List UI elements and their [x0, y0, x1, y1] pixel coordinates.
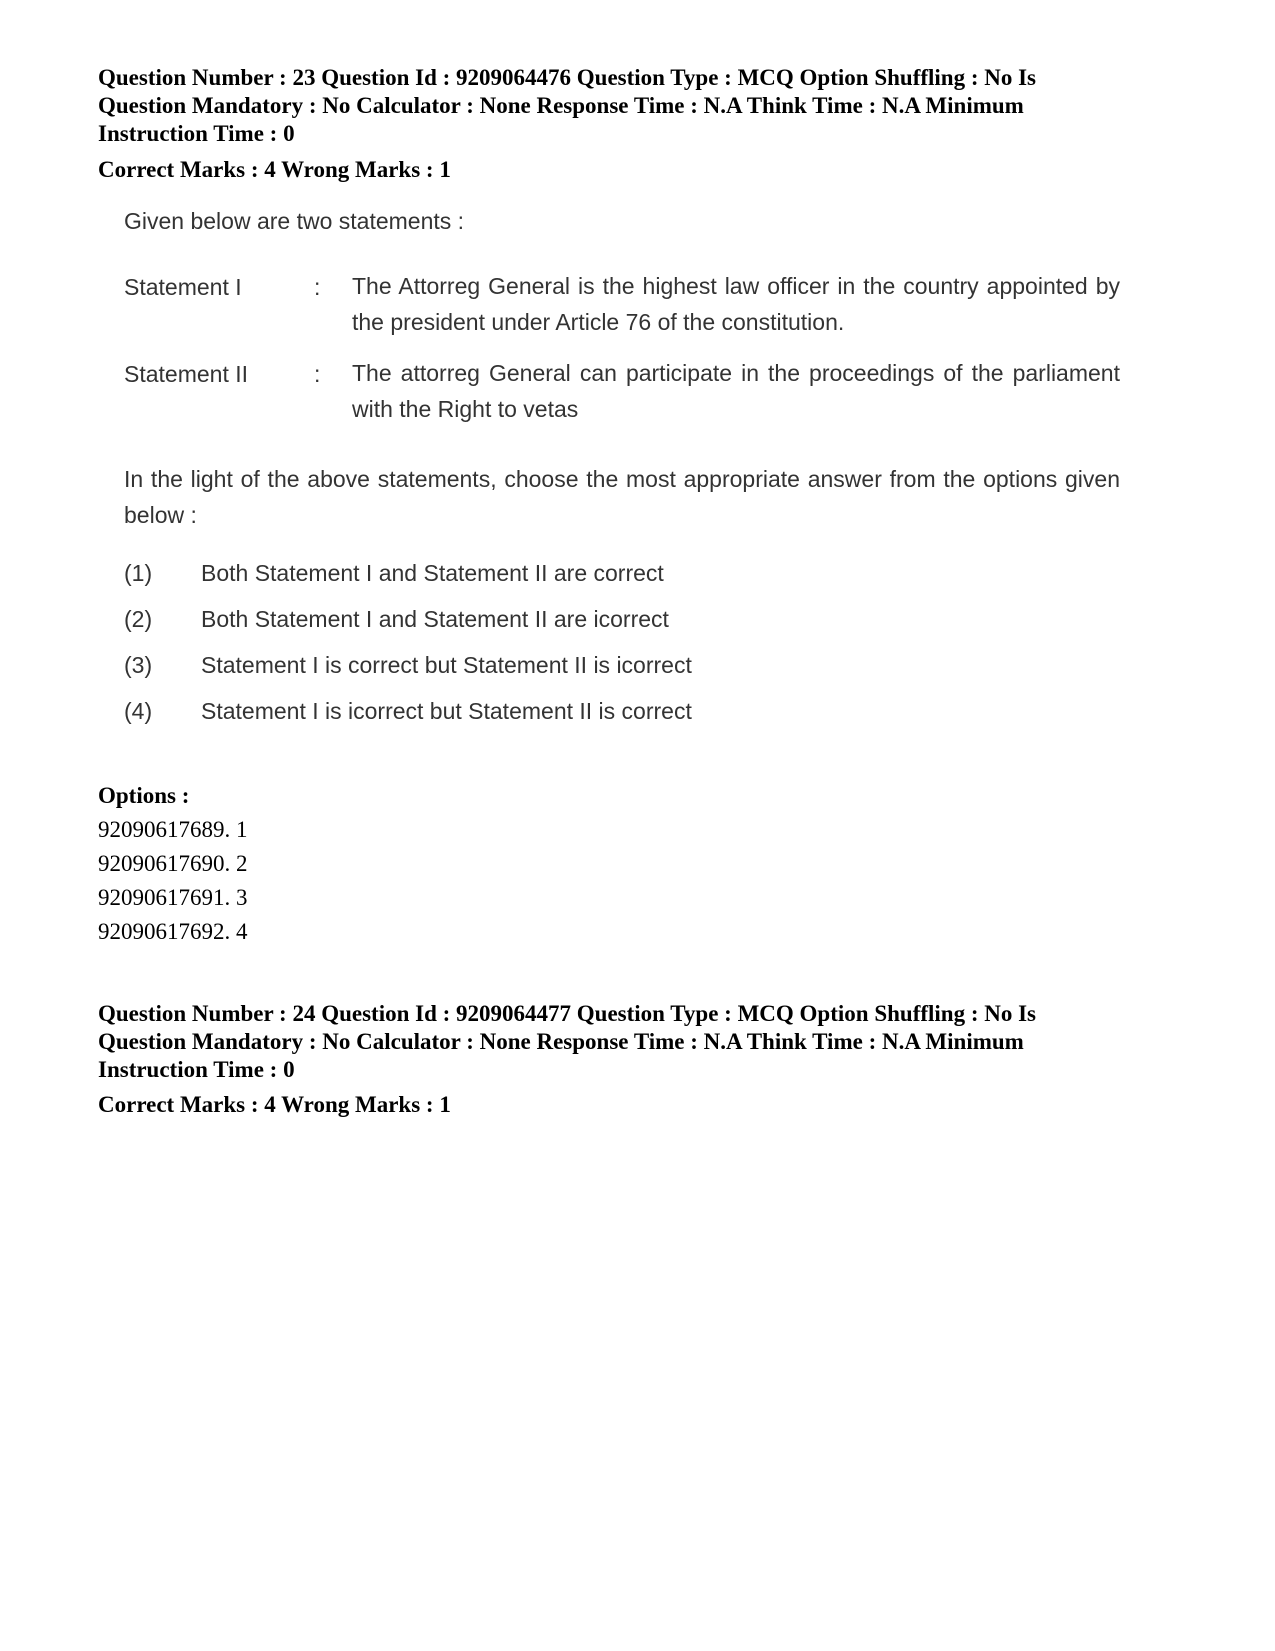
option-id-2: 92090617690. 2	[98, 851, 248, 876]
question-24-meta-line-3: Instruction Time : 0	[98, 1057, 295, 1082]
statement-2-colon: :	[314, 361, 321, 387]
choice-1-text: Both Statement I and Statement II are correct	[201, 560, 664, 586]
question-23-meta-line-2: Question Mandatory : No Calculator : None Response Time : N.A Think Time : N.A Minimum	[98, 93, 1024, 118]
option-id-3: 92090617691. 3	[98, 885, 248, 910]
choice-2-text: Both Statement I and Statement II are icorrect	[201, 606, 669, 632]
question-23-meta-line-1: Question Number : 23 Question Id : 9209064476 Question Type : MCQ Option Shuffling : No Is	[98, 65, 1037, 90]
statement-2-label: Statement II	[124, 361, 249, 387]
statement-1-colon: :	[314, 274, 321, 300]
question-24-marks: Correct Marks : 4 Wrong Marks : 1	[98, 1092, 451, 1117]
question-23-meta	[98, 64, 1148, 148]
question-24-meta-line-1: Question Number : 24 Question Id : 9209064477 Question Type : MCQ Option Shuffling : No Is	[98, 1001, 1037, 1026]
question-instruction: In the light of the above statements, choose the most appropriate answer from the options given below :	[124, 466, 1120, 528]
choice-4-text: Statement I is icorrect but Statement II is correct	[201, 698, 692, 724]
question-24-meta	[98, 1000, 1148, 1084]
choice-4-number: (4)	[124, 698, 153, 724]
choice-3-text: Statement I is correct but Statement II is icorrect	[201, 652, 692, 678]
statement-2-text: The attorreg General can participate in the proceedings of the parliament with the Right to vetas	[352, 360, 1120, 422]
question-23-meta-line-3: Instruction Time : 0	[98, 121, 295, 146]
question-intro: Given below are two statements :	[124, 208, 465, 234]
choice-2-number: (2)	[124, 606, 153, 632]
choice-3-number: (3)	[124, 652, 153, 678]
option-id-1: 92090617689. 1	[98, 817, 248, 842]
question-24-meta-line-2: Question Mandatory : No Calculator : None Response Time : N.A Think Time : N.A Minimum	[98, 1029, 1024, 1054]
question-23-body	[124, 208, 1120, 728]
statement-1-text: The Attorreg General is the highest law officer in the country appointed by the president under Article 76 of the constitution.	[352, 273, 1120, 335]
choice-1-number: (1)	[124, 560, 153, 586]
option-id-4: 92090617692. 4	[98, 919, 248, 944]
options-heading: Options :	[98, 783, 190, 808]
statement-1-label: Statement I	[124, 274, 242, 300]
question-23-marks: Correct Marks : 4 Wrong Marks : 1	[98, 157, 451, 182]
